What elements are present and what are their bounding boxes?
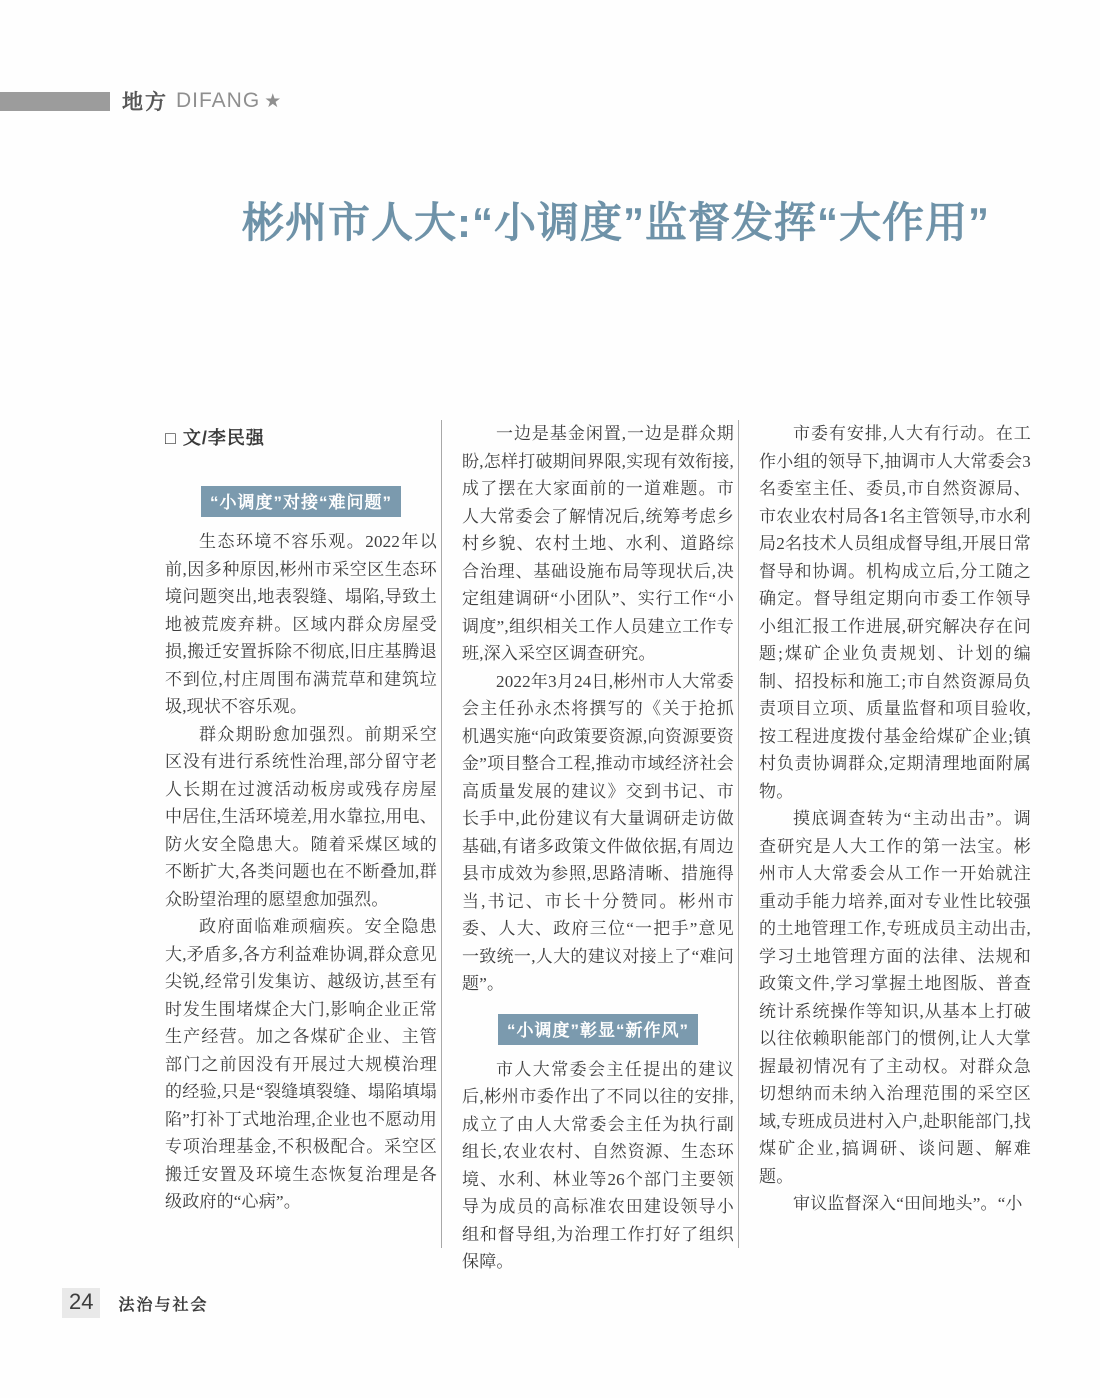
paragraph: 生态环境不容乐观。2022年以前,因多种原因,彬州市采空区生态环境问题突出,地表裂缝、塌陷,导致土地被荒废弃耕。区域内群众房屋受损,搬迁安置拆除不彻底,旧庄基腾退不到位,村庄周围布满荒草和建筑垃圾,现状不容乐观。 [165, 532, 437, 716]
star-icon: ★ [264, 90, 282, 112]
article-title: 彬州市人大:“小调度”监督发挥“大作用” [242, 199, 990, 246]
byline: □ 文/李民强 [165, 428, 265, 448]
paragraph: 摸底调查转为“主动出击”。调查研究是人大工作的第一法宝。彬州市人大常委会从工作一开始就注重动手能力培养,面对专业性比较强的土地管理工作,专班成员主动出击,学习土地管理方面的法律、法规和政策文件,学习掌握土地图版、普查统计系统操作等知识,从基本上打破以往依赖职能部门的惯例,让人大掌握最初情况有了主动权。对群众急切想纳而未纳入治理范围的采空区域,专班成员进村入户,赴职能部门,找煤矿企业,搞调研、谈问题、解难题。 [759, 809, 1031, 1186]
paragraph: 2022年3月24日,彬州市人大常委会主任孙永杰将撰写的《关于抢抓机遇实施“向政策要资源,向资源要资金”项目整合工程,推动市域经济社会高质量发展的建议》交到书记、市长手中,此份建议有大量调研走访做基础,有诸多政策文件做依据,有周边县市成效为参照,思路清晰、措施得当,书记、市长十分赞同。彬州市委、人大、政府三位“一把手”意见一致统一,人大的建议对接上了“难问题”。 [462, 671, 734, 993]
subhead-2: “小调度”彰显“新作风” [498, 1014, 698, 1045]
header-bar-decoration [0, 92, 110, 111]
paragraph: 群众期盼愈加强烈。前期采空区没有进行系统性治理,部分留守老人长期在过渡活动板房或残存房屋中居住,生活环境差,用水靠拉,用电、防火安全隐患大。随着采煤区域的不断扩大,各类问题也在不断叠加,群众盼望治理的愿望愈加强烈。 [165, 724, 437, 909]
column-1 [165, 420, 437, 1216]
column-divider [441, 420, 442, 1248]
paragraph: 市委有安排,人大有行动。在工作小组的领导下,抽调市人大常委会3名委室主任、委员,市自然资源局、市农业农村局各1名主管领导,市水利局2名技术人员组成督导组,开展日常督导和协调。机构成立后,分工随之确定。督导组定期向市委工作领导小组汇报工作进展,研究解决存在问题;煤矿企业负责规划、计划的编制、招投标和施工;市自然资源局负责项目立项、质量监督和项目验收,按工程进度拨付基金给煤矿企业;镇村负责协调群众,定期清理地面附属物。 [759, 424, 1031, 801]
paragraph: 审议监督深入“田间地头”。“小 [793, 1194, 1023, 1213]
page-footer [62, 1288, 209, 1318]
section-label-cn: 地方 [122, 91, 168, 114]
column-3 [759, 420, 1031, 1218]
section-label-en: DIFANG [176, 89, 261, 112]
article-body [165, 420, 1045, 1276]
magazine-name: 法治与社会 [118, 1296, 209, 1314]
subhead-1: “小调度”对接“难问题” [201, 486, 401, 517]
page-header [0, 88, 281, 114]
paragraph: 市人大常委会主任提出的建议后,彬州市委作出了不同以往的安排,成立了由人大常委会主任为执行副组长,农业农村、自然资源、生态环境、水利、林业等26个部门主要领导为成员的高标准农田建设领导小组和督导组,为治理工作打好了组织保障。 [462, 1059, 734, 1271]
paragraph: 一边是基金闲置,一边是群众期盼,怎样打破期间界限,实现有效衔接,成了摆在大家面前的一道难题。市人大常委会了解情况后,统筹考虑乡村乡貌、农村土地、水利、道路综合治理、基础设施布局等现状后,决定组建调研“小团队”、实行工作“小调度”,组织相关工作人员建立工作专班,深入采空区调查研究。 [462, 424, 734, 663]
page-number: 24 [62, 1288, 100, 1318]
column-2 [462, 420, 734, 1276]
column-divider [738, 420, 739, 1248]
paragraph: 政府面临难顽痼疾。安全隐患大,矛盾多,各方利益难协调,群众意见尖锐,经常引发集访、越级访,甚至有时发生围堵煤企大门,影响企业正常生产经营。加之各煤矿企业、主管部门之前因没有开展过大规模治理的经验,只是“裂缝填裂缝、塌陷填塌陷”打补丁式地治理,企业也不愿动用专项治理基金,不积极配合。采空区搬迁安置及环境生态恢复治理是各级政府的“心病”。 [165, 917, 437, 1211]
